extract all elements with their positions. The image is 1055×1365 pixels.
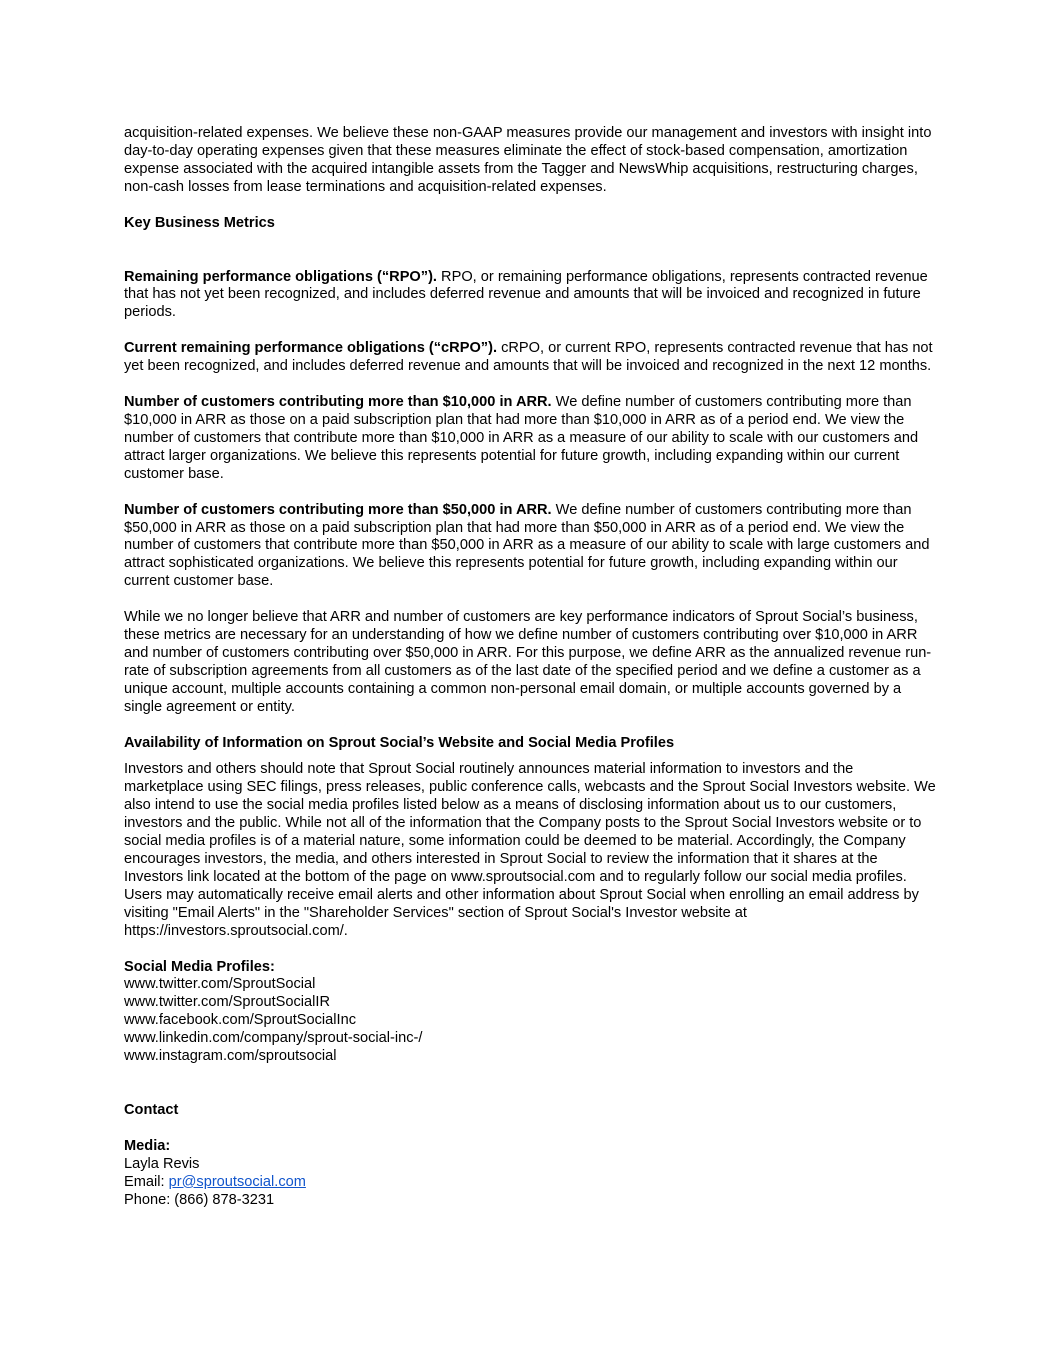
metric-text: We define number of customers contributing more than $50,000 in ARR as those on a paid subscription plan that had more than $50,000 in ARR as of a period end. We view the number of customers that contribute more than $50,000 in ARR as a measure of our ability to scale with large customers and attract sophisticated organizations. We believe this represents potential for future growth, including expanding within our current customer base. (124, 501, 930, 590)
email-label: Email: (124, 1173, 169, 1190)
metric-text: cRPO, or current RPO, represents contracted revenue that has not yet been recognized, and includes deferred revenue and amounts that will be invoiced and recognized in the next 12 months. (124, 340, 933, 375)
social-profile-twitter-ir: www.twitter.com/SproutSocialIR (124, 994, 331, 1011)
metric-rpo (124, 269, 936, 323)
contact-email-line (124, 1174, 936, 1192)
key-metrics-heading: Key Business Metrics (124, 214, 275, 231)
social-media-heading: Social Media Profiles: (124, 958, 275, 975)
social-profile-instagram: www.instagram.com/sproutsocial (124, 1048, 337, 1065)
metric-text: We define number of customers contributing more than $10,000 in ARR as those on a paid subscription plan that had more than $10,000 in ARR as of a period end. We view the number of customers that contribute more than $10,000 in ARR as a measure of our ability to scale with our customers and attract larger organizations. We believe this represents potential for future growth, including expanding within our current customer base. (124, 394, 919, 482)
metric-term: Remaining performance obligations (“RPO”). (124, 268, 437, 285)
metric-term: Current remaining performance obligations (“cRPO”). (124, 340, 498, 357)
contact-heading: Contact (124, 1101, 179, 1118)
metric-customers-50k (124, 502, 936, 592)
document-page (124, 125, 936, 1210)
metric-text: RPO, or remaining performance obligations, represents contracted revenue that has not yet been recognized, and includes deferred revenue and amounts that will be invoiced and recognized in future periods. (124, 268, 928, 321)
contact-name: Layla Revis (124, 1155, 200, 1172)
availability-heading: Availability of Information on Sprout Social’s Website and Social Media Profiles (124, 734, 675, 751)
metric-customers-10k (124, 394, 936, 484)
metric-term: Number of customers contributing more than $10,000 in ARR. (124, 394, 552, 411)
metrics-closing-paragraph: While we no longer believe that ARR and number of customers are key performance indicators of Sprout Social’s business, these metrics are necessary for an understanding of how we define number of customers contributing over $10,000 in ARR and number of customers contributing over $50,000 in ARR. For this purpose, we define ARR as the annualized revenue run-rate of subscription agreements from all customers as of the last date of the specified period and we define a customer as a unique account, multiple accounts containing a common non-personal email domain, or multiple accounts governed by a single agreement or entity. (124, 609, 932, 715)
social-profile-twitter: www.twitter.com/SproutSocial (124, 976, 316, 993)
social-profile-linkedin: www.linkedin.com/company/sprout-social-inc-/ (124, 1030, 423, 1047)
metric-term: Number of customers contributing more than $50,000 in ARR. (124, 501, 552, 518)
email-link[interactable]: pr@sproutsocial.com (168, 1173, 306, 1190)
contact-phone: Phone: (866) 878-3231 (124, 1191, 275, 1208)
metric-crpo (124, 340, 936, 376)
social-profile-list (124, 976, 936, 1066)
intro-paragraph: acquisition-related expenses. We believe these non-GAAP measures provide our management and investors with insight into day-to-day operating expenses given that these measures eliminate the effect of stock-based compensation, amortization expense associated with the acquired intangible assets from the Tagger and NewsWhip acquisitions, restructuring charges, non-cash losses from lease terminations and acquisition-related expenses. (124, 125, 932, 195)
social-profile-facebook: www.facebook.com/SproutSocialInc (124, 1012, 356, 1029)
availability-paragraph: Investors and others should note that Sprout Social routinely announces material information to investors and the marketplace using SEC filings, press releases, public conference calls, webcasts and the Sprout Social Investors website. We also intend to use the social media profiles listed below as a means of disclosing information about us to our customers, investors and the public. While not all of the information that the Company posts to the Sprout Social Investors website or to social media profiles is of a material nature, some information could be deemed to be material. Accordingly, the Company encourages investors, the media, and others interested in Sprout Social to review the information that it shares at the Investors link located at the bottom of the page on www.sproutsocial.com and to regularly follow our social media profiles. Users may automatically receive email alerts and other information about Sprout Social when enrolling an email address by visiting "Email Alerts" in the "Shareholder Services" section of Sprout Social's Investor website at https://investors.sproutsocial.com/. (124, 761, 936, 939)
media-label: Media: (124, 1137, 171, 1154)
